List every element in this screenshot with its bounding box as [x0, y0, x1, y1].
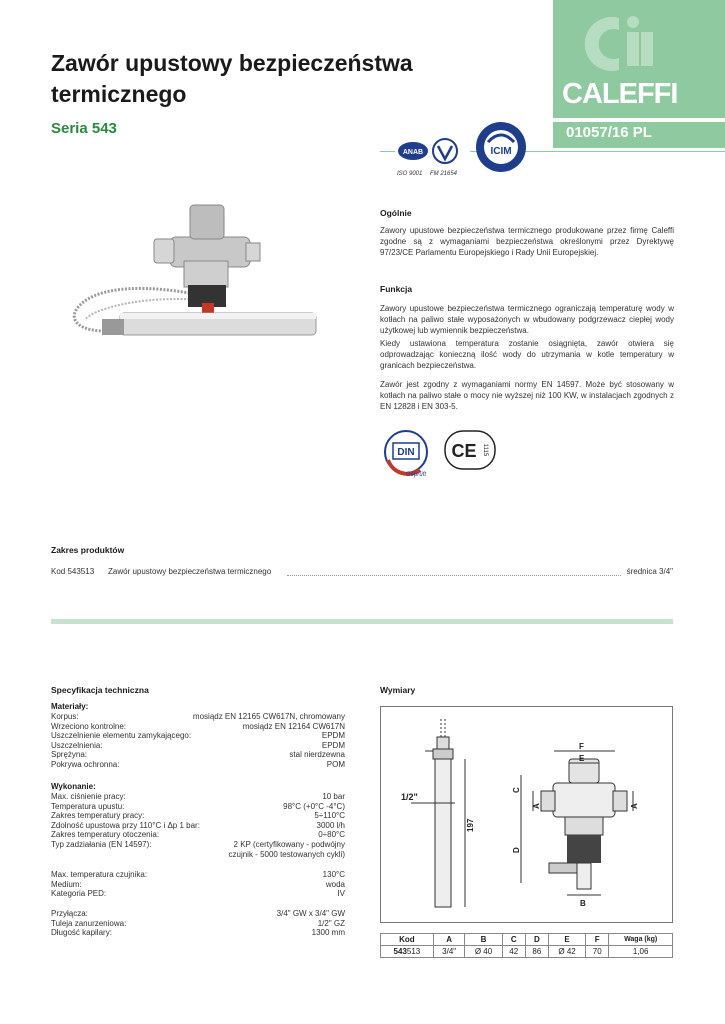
cell-e: Ø 42: [548, 946, 585, 958]
anab-cert-icon: [395, 131, 470, 169]
performance-key: Zakres temperatury pracy:: [51, 811, 145, 821]
material-value: EPDM: [321, 740, 345, 750]
sensor-row: [51, 880, 345, 890]
dim-a-left-label: A: [532, 803, 541, 809]
dimensions-table-header: [381, 934, 673, 946]
performance-value: 3000 l/h: [316, 820, 345, 830]
connection-value: 1/2" GZ: [317, 918, 345, 928]
material-row: [51, 750, 345, 760]
performance-title: Wykonanie:: [51, 782, 96, 791]
connection-key: Przyłącza:: [51, 909, 88, 918]
general-text: Zawory upustowe bezpieczeństwa termicznego produkowane przez firmę Caleffi zgodne są z wymaganiami bezpieczeństwa określonymi przez Dyrektywę 97/23/CE Parlamentu Europejskiego i Rady Unii Europejskiej.: [380, 226, 674, 257]
dimensions-drawing: [381, 707, 672, 922]
dimensions-table: [380, 933, 673, 958]
connection-row: [51, 928, 345, 938]
performance-value: 0÷80°C: [318, 830, 345, 840]
caleffi-logo-icon: [575, 12, 665, 74]
cell-b: Ø 40: [465, 946, 502, 958]
material-value: POM: [326, 759, 345, 769]
range-size: średnica 3/4": [626, 567, 673, 576]
ce-text: CE: [451, 441, 477, 461]
material-key: Sprężyna:: [51, 750, 88, 760]
title-line-2: termicznego: [51, 81, 187, 107]
performance-row: [51, 840, 345, 850]
dim-thread-label: 1/2": [401, 792, 418, 802]
material-key: Pokrywa ochronna:: [51, 759, 120, 769]
function-text-1: Zawory upustowe bezpieczeństwa termicznego ograniczają temperaturę wody w kotłach na paliwo stałe wyposażonych w wbudowany podgrzewacz ciepłej wody użytkowej lub wymiennik bezpieczeństwa.: [380, 304, 674, 335]
sensor-value: woda: [325, 879, 345, 889]
section-divider: [51, 619, 673, 624]
material-key: Uszczelnienie elementu zamykającego:: [51, 731, 192, 741]
material-row: [51, 760, 345, 770]
sensor-key: Medium:: [51, 879, 82, 889]
din-certification-icon: [380, 428, 432, 480]
dimensions-header-cell: Kod: [381, 934, 434, 946]
cell-a: 3/4": [433, 946, 465, 958]
sensor-value: 130°C: [322, 870, 345, 879]
doc-code: 01057/16 PL: [566, 124, 652, 141]
connection-value: 3/4" GW x 3/4" GW: [276, 909, 345, 918]
material-value: EPDM: [321, 731, 345, 741]
title-line-1: Zawór upustowy bezpieczeństwa: [51, 50, 413, 76]
dimensions-heading: Wymiary: [380, 685, 416, 695]
function-heading: Funkcja: [380, 284, 413, 294]
material-row: [51, 741, 345, 751]
material-key: Uszczelnienia:: [51, 740, 103, 750]
sensor-key: Kategoria PED:: [51, 889, 107, 899]
general-heading: Ogólnie: [380, 208, 412, 218]
material-key: Korpus:: [51, 712, 79, 721]
cell-code: 543513: [381, 946, 434, 958]
performance-row: [51, 792, 345, 802]
function-text-2: Kiedy ustawiona temperatura zostanie osiągnięta, zawór otwiera się odprowadzając konieczną ilość wody do utrzymania w kotle temperatury w granicach bezpieczeństwa.: [380, 339, 674, 370]
performance-key: Temperatura upustu:: [51, 801, 125, 811]
connection-key: Długość kapilary:: [51, 928, 112, 938]
dimensions-header-cell: A: [433, 934, 465, 946]
range-code: Kod 543513: [51, 567, 95, 576]
performance-row: [51, 830, 345, 840]
range-heading: Zakres produktów: [51, 545, 125, 555]
iso-label: ISO 9001: [397, 171, 423, 177]
materials-block: [51, 702, 345, 770]
performance-key: Max. ciśnienie pracy:: [51, 792, 126, 801]
dimensions-drawing-frame: [380, 706, 673, 923]
connection-value: 1300 mm: [311, 928, 345, 938]
sensor-block: [51, 870, 345, 899]
dimensions-header-cell: Waga (kg): [609, 934, 673, 946]
fm-label: FM 21654: [430, 171, 458, 177]
dim-e-label: E: [579, 754, 585, 763]
range-leader: [287, 575, 621, 576]
range-row: [51, 567, 673, 579]
performance-key: Zakres temperatury otoczenia:: [51, 830, 160, 840]
material-row: [51, 722, 345, 732]
connection-row: [51, 909, 345, 919]
ce-mark-icon: [444, 430, 496, 470]
function-text-3: Zawór jest zgodny z wymaganiami normy EN 14597. Może być stosowany w kotłach na paliwo stałe o mocy nie wyższej niż 100 KW, w instalacjach zgodnych z EN 12828 i EN 303-5.: [380, 380, 674, 411]
icim-text: ICIM: [490, 146, 512, 157]
sensor-value: IV: [337, 889, 345, 899]
din-text: DIN: [397, 447, 415, 458]
performance-row: [51, 821, 345, 831]
material-key: Wrzeciono kontrolne:: [51, 721, 126, 731]
cell-d: 86: [525, 946, 548, 958]
product-photo: [60, 195, 325, 395]
dimensions-header-cell: F: [586, 934, 609, 946]
anab-text: ANAB: [402, 149, 424, 156]
range-description: Zawór upustowy bezpieczeństwa termicznego: [108, 567, 272, 576]
dimensions-header-cell: B: [465, 934, 502, 946]
dimensions-header-cell: E: [548, 934, 585, 946]
din-sub-text: Geprüft: [405, 472, 427, 478]
dim-f-label: F: [579, 742, 584, 751]
dim-b-label: B: [580, 899, 586, 908]
dimensions-table-row: [381, 946, 673, 958]
material-value: mosiądz EN 12165 CW617N, chromowany: [192, 712, 345, 721]
performance-value: 98°C (+0°C -4°C): [283, 801, 345, 811]
performance-key: Typ zadziałania (EN 14597):: [51, 839, 152, 849]
dim-length-label: 197: [466, 818, 475, 832]
performance-value: 5÷110°C: [314, 811, 345, 821]
connections-block: [51, 909, 345, 938]
cell-weight: 1,06: [609, 946, 673, 958]
performance-row: [51, 802, 345, 812]
sensor-row: [51, 889, 345, 899]
dimensions-header-cell: D: [525, 934, 548, 946]
brand-name: CALEFFI: [562, 78, 678, 110]
performance-block: [51, 782, 345, 859]
connection-row: [51, 919, 345, 929]
performance-key: Zdolność upustowa przy 110°C i Δp 1 bar:: [51, 820, 200, 830]
specs-heading: Specyfikacja techniczna: [51, 685, 149, 695]
dim-c-label: C: [512, 787, 521, 793]
series-label: Seria 543: [51, 120, 117, 137]
cell-f: 70: [586, 946, 609, 958]
icim-cert-icon: [474, 120, 528, 174]
material-row: [51, 731, 345, 741]
performance-extra: czujnik - 5000 testowanych cykli): [228, 849, 345, 859]
material-row: [51, 712, 345, 722]
cell-c: 42: [502, 946, 525, 958]
performance-value: 10 bar: [322, 792, 345, 801]
dim-d-label: D: [512, 847, 521, 853]
ce-number: 1115: [482, 443, 488, 457]
performance-value: 2 KP (certyfikowany - podwójny: [233, 839, 345, 849]
material-value: stal nierdzewna: [289, 750, 345, 760]
sensor-row: [51, 870, 345, 880]
dim-a-right-label: A: [630, 803, 639, 809]
sensor-key: Max. temperatura czujnika:: [51, 870, 148, 879]
connection-key: Tuleja zanurzeniowa:: [51, 918, 127, 928]
material-value: mosiądz EN 12164 CW617N: [242, 721, 345, 731]
materials-title: Materiały:: [51, 702, 89, 711]
performance-row: [51, 811, 345, 821]
page-title: [51, 48, 413, 110]
dimensions-header-cell: C: [502, 934, 525, 946]
